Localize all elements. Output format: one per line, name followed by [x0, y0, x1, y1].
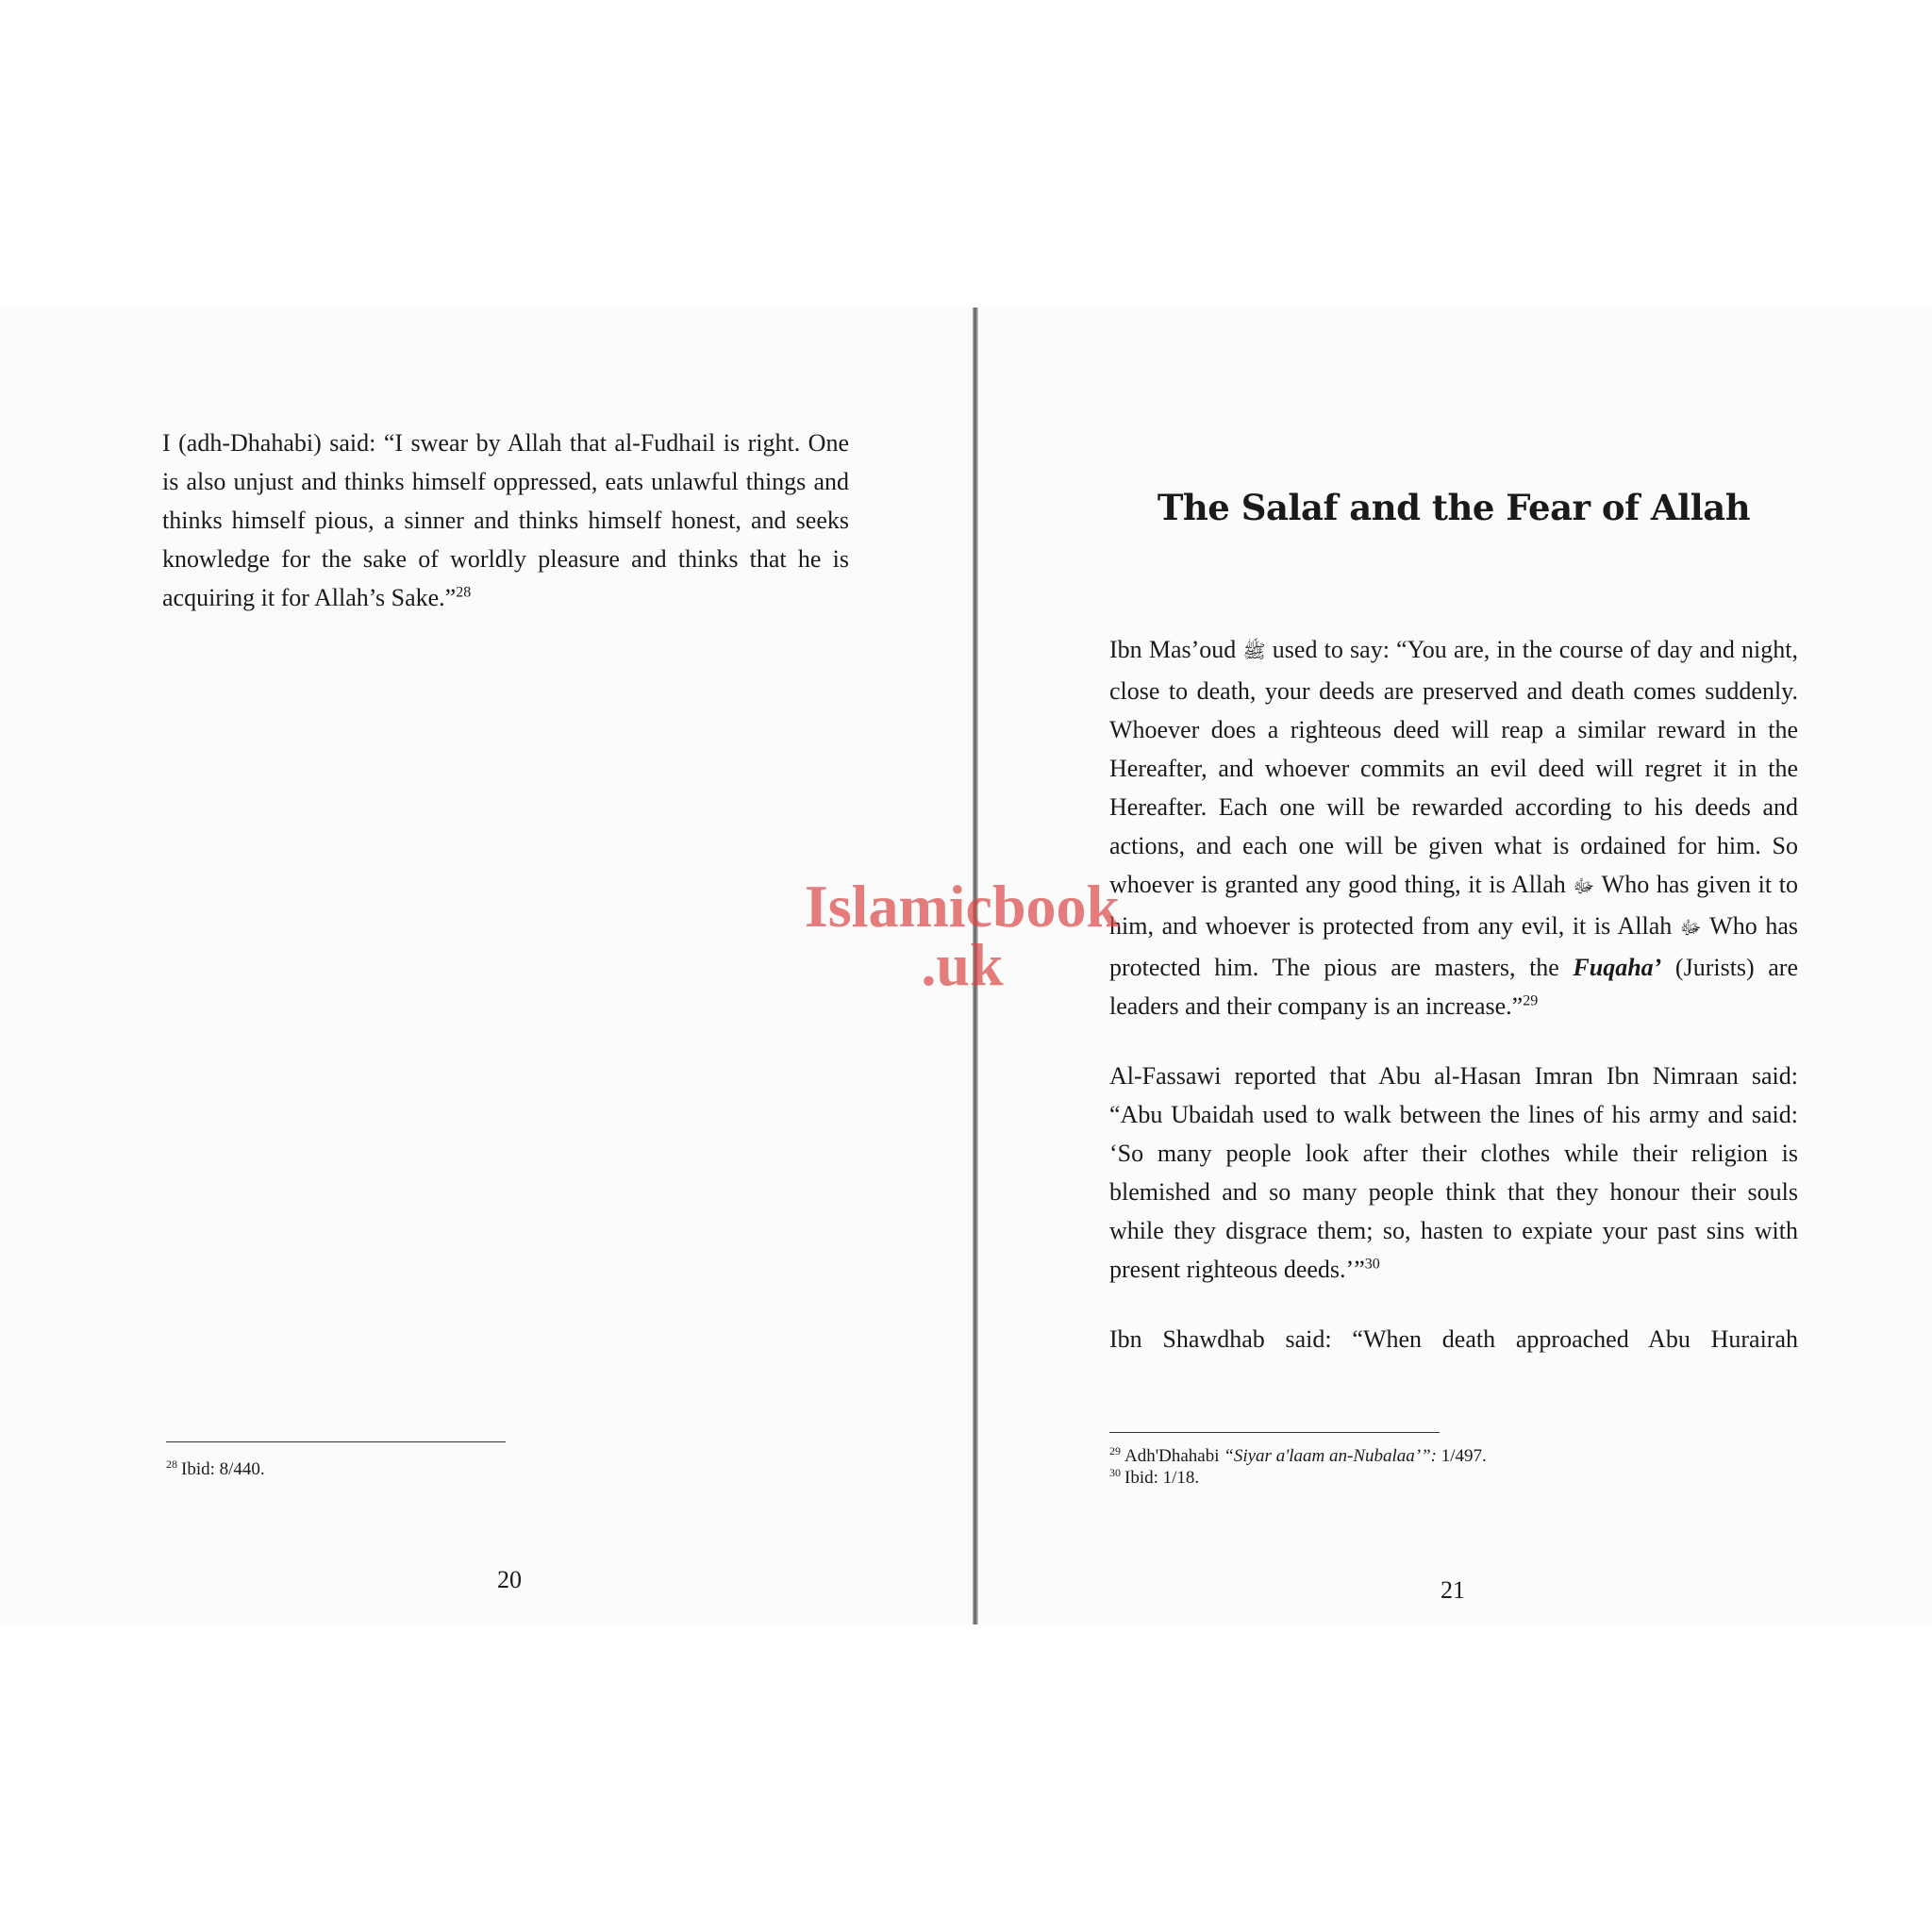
honorific-symbol: ﷺ — [1242, 641, 1266, 662]
honorific-symbol: ﷻ — [1679, 918, 1702, 939]
right-footnotes — [1109, 1445, 1487, 1489]
watermark-line-1: Islamicbook — [804, 873, 1121, 940]
left-paragraph — [162, 424, 849, 617]
page-number-left: 20 — [497, 1566, 522, 1593]
footnote-divider — [1109, 1432, 1440, 1433]
book-gutter — [973, 308, 978, 1624]
p3-text: Ibn Shawdhab said: “When death approached Abu Hurairah — [1109, 1325, 1798, 1353]
paragraph-ibn-masoud — [1109, 630, 1798, 1025]
right-page-body — [1109, 630, 1798, 1390]
footnote-text: 1/497. — [1437, 1446, 1487, 1466]
footnote-ref-30: 30 — [1364, 1256, 1380, 1273]
footnote-ref-29: 29 — [1523, 992, 1539, 1009]
footnote-ref-28: 28 — [456, 584, 472, 601]
footnote-number: 30 — [1109, 1465, 1121, 1479]
footnote-divider — [166, 1441, 506, 1442]
page-number-right: 21 — [1441, 1576, 1465, 1604]
p2-text: Al-Fassawi reported that Abu al-Hasan Imran Ibn Nimraan said: “Abu Ubaidah used to walk between the lines of his army and said: ‘So many people look after their clothes while their religion is blemished and so many people think that they honour their souls while they disgrace them; so, hasten to expiate your past sins with present righteous deeds.’” — [1109, 1062, 1798, 1283]
footnote-number: 28 — [166, 1457, 177, 1471]
footnote-28 — [166, 1458, 265, 1480]
left-footnotes — [166, 1458, 265, 1480]
p1-text-c: Who has given it to him, and whoever is protected from any evil, it is Allah — [1109, 871, 1798, 940]
right-page — [978, 308, 1932, 1624]
footnote-30 — [1109, 1467, 1487, 1489]
footnote-text: Ibid: 1/18. — [1124, 1468, 1200, 1488]
footnote-italic-title: “Siyar a'laam an-Nubalaa’”: — [1224, 1446, 1438, 1466]
footnote-text: Ibid: 8/440. — [181, 1459, 265, 1479]
left-page-body — [162, 424, 849, 648]
left-page — [0, 308, 973, 1624]
footnote-number: 29 — [1109, 1443, 1121, 1457]
honorific-symbol: ﷻ — [1573, 876, 1595, 897]
p1-text-e: (Jurists) are leaders and their company is an increase.” — [1109, 954, 1799, 1020]
p1-text-d: Who has protected him. The pious are masters, the — [1109, 912, 1798, 981]
left-paragraph-text: I (adh-Dhahabi) said: “I swear by Allah that al-Fudhail is right. One is also unjust and thinks himself oppressed, eats unlawful things and thinks himself pious, a sinner and thinks himself honest, and seeks knowledge for the sake of worldly pleasure and thinks that he is acquiring it for Allah’s Sake.” — [162, 429, 849, 611]
footnote-29 — [1109, 1445, 1487, 1467]
p1-text-a: Ibn Mas’oud — [1109, 636, 1243, 663]
watermark-line-2: .uk — [921, 931, 1004, 998]
paragraph-ibn-shawdhab — [1109, 1320, 1798, 1358]
p1-italic-term: Fuqaha’ — [1573, 954, 1662, 981]
chapter-heading: The Salaf and the Fear of Allah — [1157, 487, 1751, 528]
footnote-text: Adh'Dhahabi — [1124, 1446, 1224, 1466]
paragraph-al-fassawi — [1109, 1057, 1798, 1289]
book-spread — [0, 308, 1932, 1624]
p1-text-b: used to say: “You are, in the course of day and night, close to death, your deeds are preserved and death comes suddenly. Whoever does a righteous deed will reap a similar reward in the Hereafter, and whoever commits an evil deed will regret it in the Hereafter. Each one will be rewarded according to his deeds and actions, and each one will be given what is ordained for him. So whoever is granted any good thing, it is Allah — [1109, 636, 1798, 898]
